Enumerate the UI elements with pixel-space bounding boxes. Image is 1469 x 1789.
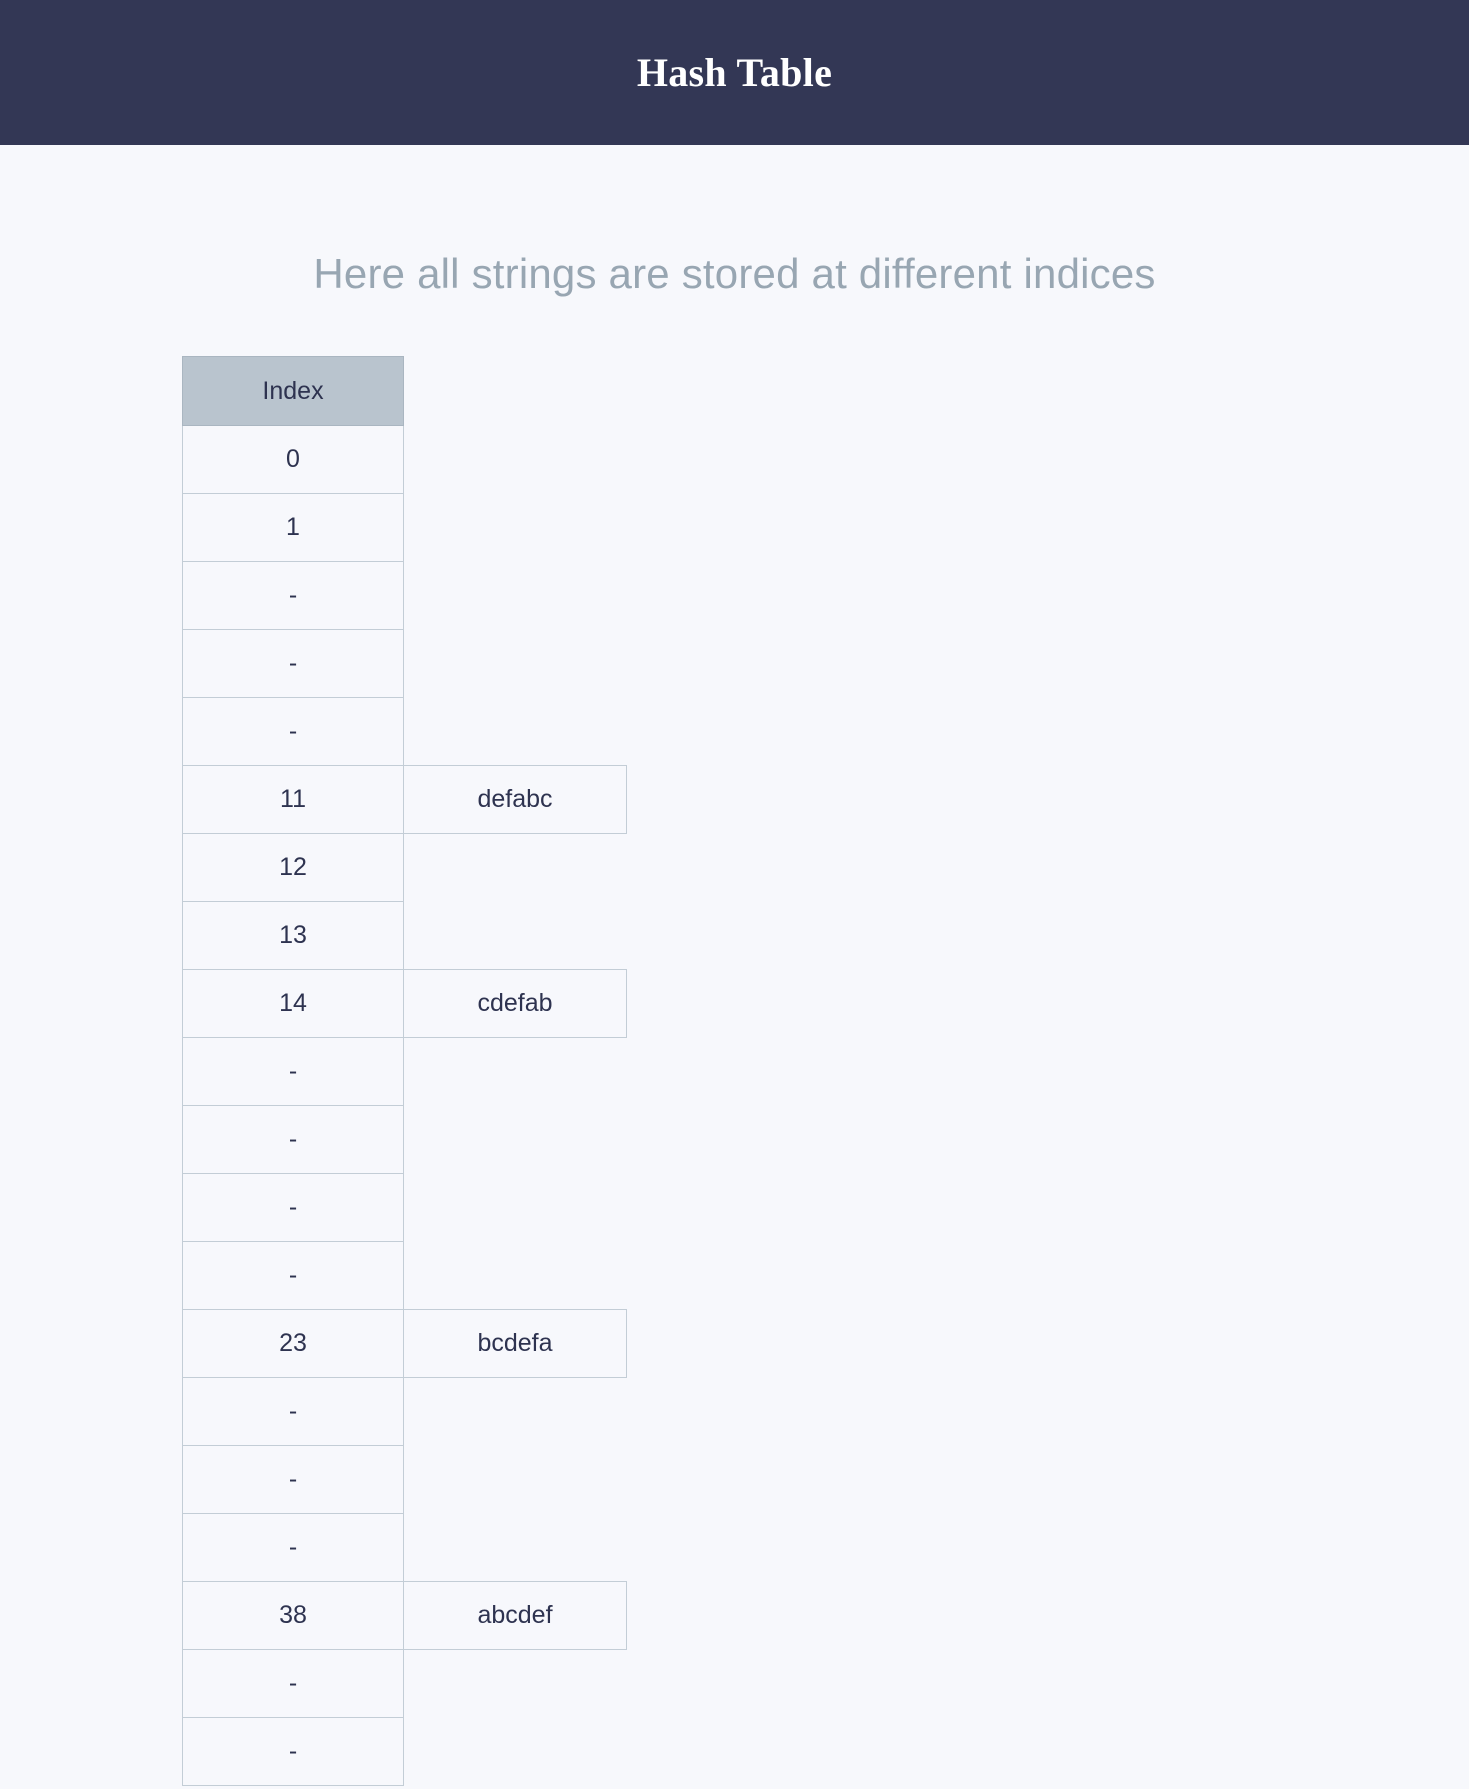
value-cell (404, 426, 627, 494)
value-cell (404, 1514, 627, 1582)
table-row (183, 834, 627, 902)
index-cell: 0 (183, 426, 404, 494)
table-row (183, 970, 627, 1038)
hash-table-container (0, 356, 1469, 1786)
index-cell: 12 (183, 834, 404, 902)
table-row (183, 494, 627, 562)
value-cell (404, 1718, 627, 1786)
table-row (183, 562, 627, 630)
value-cell (404, 902, 627, 970)
main-content (0, 145, 1469, 1786)
value-cell: bcdefa (404, 1310, 627, 1378)
value-cell (404, 630, 627, 698)
value-cell (404, 834, 627, 902)
page-title: Hash Table (636, 50, 833, 95)
value-cell: cdefab (404, 970, 627, 1038)
table-row (183, 1310, 627, 1378)
table-row (183, 1718, 627, 1786)
value-cell (404, 1650, 627, 1718)
table-row (183, 630, 627, 698)
index-cell: - (183, 1106, 404, 1174)
index-cell: - (183, 1718, 404, 1786)
value-cell (404, 494, 627, 562)
index-cell: - (183, 698, 404, 766)
index-cell: - (183, 562, 404, 630)
hash-table (182, 356, 627, 1786)
table-row (183, 426, 627, 494)
index-cell: 38 (183, 1582, 404, 1650)
value-cell: defabc (404, 766, 627, 834)
value-cell (404, 1106, 627, 1174)
table-row (183, 1446, 627, 1514)
app-header (0, 0, 1469, 145)
value-cell (404, 1378, 627, 1446)
table-row (183, 766, 627, 834)
index-cell: - (183, 1378, 404, 1446)
index-cell: - (183, 1038, 404, 1106)
value-cell: abcdef (404, 1582, 627, 1650)
subtitle-text: Here all strings are stored at different indices (313, 250, 1156, 297)
table-row (183, 902, 627, 970)
index-cell: 1 (183, 494, 404, 562)
value-cell (404, 562, 627, 630)
table-row (183, 1174, 627, 1242)
index-cell: 13 (183, 902, 404, 970)
column-header-value (404, 357, 627, 426)
index-cell: - (183, 1242, 404, 1310)
index-cell: - (183, 1650, 404, 1718)
table-row (183, 1514, 627, 1582)
index-cell: 23 (183, 1310, 404, 1378)
table-row (183, 1242, 627, 1310)
value-cell (404, 698, 627, 766)
value-cell (404, 1446, 627, 1514)
value-cell (404, 1038, 627, 1106)
index-cell: - (183, 1174, 404, 1242)
table-row (183, 1038, 627, 1106)
table-header-row (183, 357, 627, 426)
table-row (183, 1106, 627, 1174)
table-row (183, 1650, 627, 1718)
index-cell: 11 (183, 766, 404, 834)
table-row (183, 1378, 627, 1446)
index-cell: 14 (183, 970, 404, 1038)
index-cell: - (183, 1514, 404, 1582)
hash-table-body (183, 357, 627, 1786)
table-row (183, 698, 627, 766)
value-cell (404, 1174, 627, 1242)
index-cell: - (183, 630, 404, 698)
index-cell: - (183, 1446, 404, 1514)
value-cell (404, 1242, 627, 1310)
table-row (183, 1582, 627, 1650)
column-header-index: Index (183, 357, 404, 426)
